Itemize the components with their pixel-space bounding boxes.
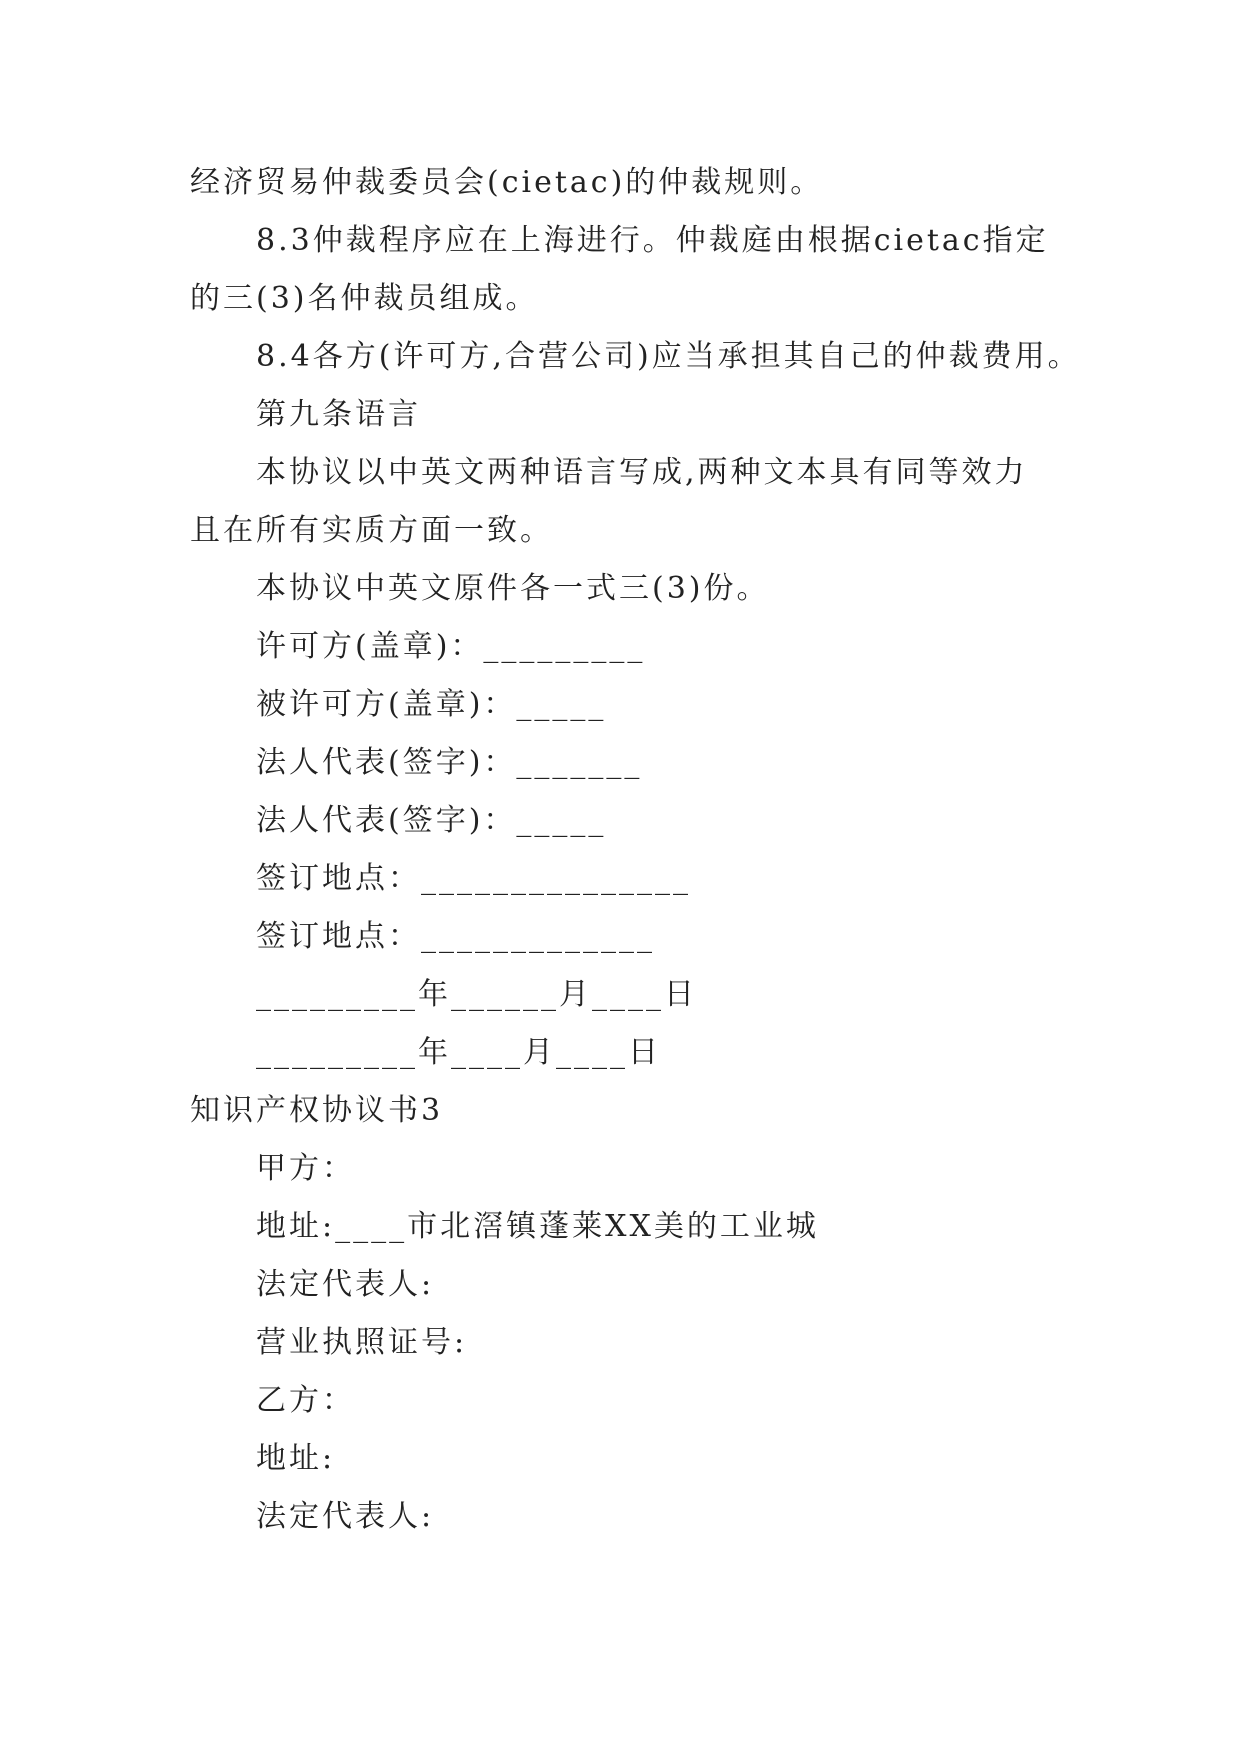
article-heading: 第九条语言	[256, 397, 421, 432]
paragraph-text: 本协议中英文原件各一式三(3)份。	[256, 571, 770, 606]
date-field: _________年______月____日	[256, 977, 697, 1012]
signing-place-field: 签订地点：_____________	[256, 919, 655, 954]
paragraph-text: 本协议以中英文两种语言写成,两种文本具有同等效力	[256, 455, 1028, 490]
signing-place-field: 签订地点：_______________	[256, 861, 691, 896]
paragraph-text: 的三(3)名仲裁员组成。	[190, 281, 539, 316]
party-a-address: 地址:____市北滘镇蓬莱XX美的工业城	[256, 1209, 819, 1244]
legal-rep-signature-field: 法人代表(签字)：_____	[256, 803, 607, 838]
party-b-legal-rep: 法定代表人:	[256, 1499, 435, 1534]
licensee-seal-field: 被许可方(盖章)：_____	[256, 687, 607, 722]
document-title: 知识产权协议书3	[190, 1093, 444, 1128]
clause-8-3-text: 8.3仲裁程序应在上海进行。仲裁庭由根据cietac指定	[256, 223, 1049, 258]
party-b-label: 乙方：	[256, 1383, 355, 1418]
clause-8-4-text: 8.4各方(许可方,合营公司)应当承担其自己的仲裁费用。	[256, 339, 1081, 374]
party-a-license-number: 营业执照证号:	[256, 1325, 468, 1360]
paragraph-text: 经济贸易仲裁委员会(cietac)的仲裁规则。	[190, 165, 824, 200]
party-b-address: 地址:	[256, 1441, 336, 1476]
party-a-label: 甲方：	[256, 1151, 355, 1186]
legal-rep-signature-field: 法人代表(签字)：_______	[256, 745, 643, 780]
paragraph-text: 且在所有实质方面一致。	[190, 513, 553, 548]
party-a-legal-rep: 法定代表人:	[256, 1267, 435, 1302]
date-field: _________年____月____日	[256, 1035, 661, 1070]
licensor-seal-field: 许可方(盖章)：_________	[256, 629, 646, 664]
